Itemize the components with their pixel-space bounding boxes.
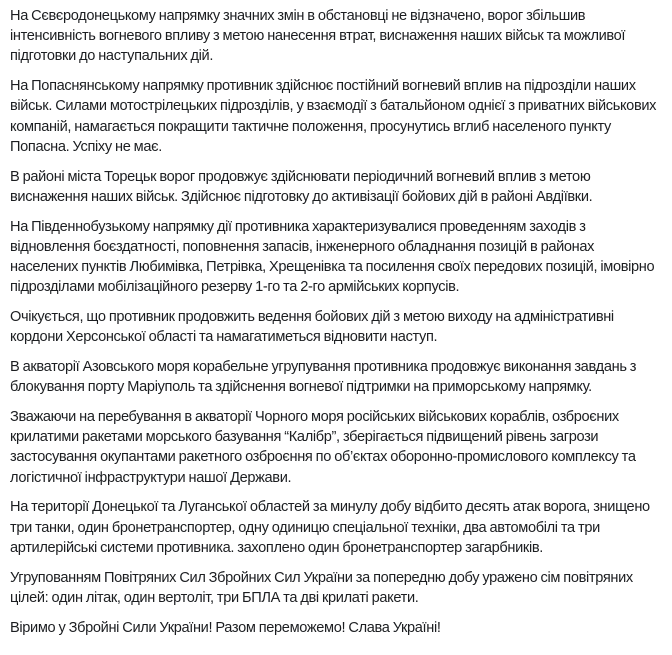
paragraph-azov-sea: В акваторії Азовського моря корабельне угрупування противника продовжує виконання завдань з блокування порту Маріуполь та здійснення вогневої підтримки на приморському напрямку. — [10, 359, 637, 396]
paragraph-pivdennobuzkyi: На Південнобузькому напрямку дії противника характеризувалися проведенням заходів з відновлення боєздатності, поповнення запасів, інженерного обладнання позицій в районах населених пунктів Любимівка, Петрівка, Хрещенівка та посилення своїх передових позицій, імовірно підрозділами мобілізаційного резерву 1-го та 2-го армійських корпусів. — [10, 218, 655, 296]
paragraph-closing: Віримо у Збройні Сили України! Разом переможемо! Слава Україні! — [10, 619, 441, 636]
paragraph-toretsk: В районі міста Торецьк ворог продовжує здійснювати періодичний вогневий вплив з метою виснаження наших військ. Здійснює підготовку до активізації бойових дій в районі Авдіївки. — [10, 168, 593, 205]
paragraph-kherson-expectation: Очікується, що противник продовжить ведення бойових дій з метою виходу на адміністративні кордони Херсонської області та намагатиметься відновити наступ. — [10, 309, 614, 346]
paragraph-popasna: На Попаснянському напрямку противник здійснює постійний вогневий вплив на підрозділи наших військ. Силами мотострілецьких підрозділів, у взаємодії з батальйоном однієї з приватних військових компаній, намагається покращити тактичне положення, просунутись вглиб населеного пункту Попасна. Успіху не має. — [10, 78, 657, 155]
paragraph-sievierodonetsk: На Сєвєродонецькому напрямку значних змін в обстановці не відзначено, ворог збільшив інтенсивність вогневого впливу з метою нанесення втрат, виснаження наших військ та можливої підготовки до наступальних дій. — [10, 8, 626, 65]
paragraph-black-sea: Зважаючи на перебування в акваторії Чорного моря російських військових кораблів, озброєних крилатими ракетами морського базування “Калібр”, зберігається підвищений рівень загрози застосування окупантами ракетного озброєння по об’єктах оборонно-промислового комплексу та логістичної інфраструктури нашої Держави. — [10, 409, 636, 486]
paragraph-air-force: Угрупованням Повітряних Сил Збройних Сил України за попередню добу уражено сім повітряних цілей: один літак, один вертоліт, три БПЛА та дві крилаті ракети. — [10, 569, 633, 606]
paragraph-donetsk-luhansk: На території Донецької та Луганської областей за минулу добу відбито десять атак ворога, знищено три танки, один бронетранспортер, одну одиницю спеціальної техніки, два автомобілі та три артилерійські системи противника. захоплено один бронетранспортер загарбників. — [10, 499, 650, 556]
